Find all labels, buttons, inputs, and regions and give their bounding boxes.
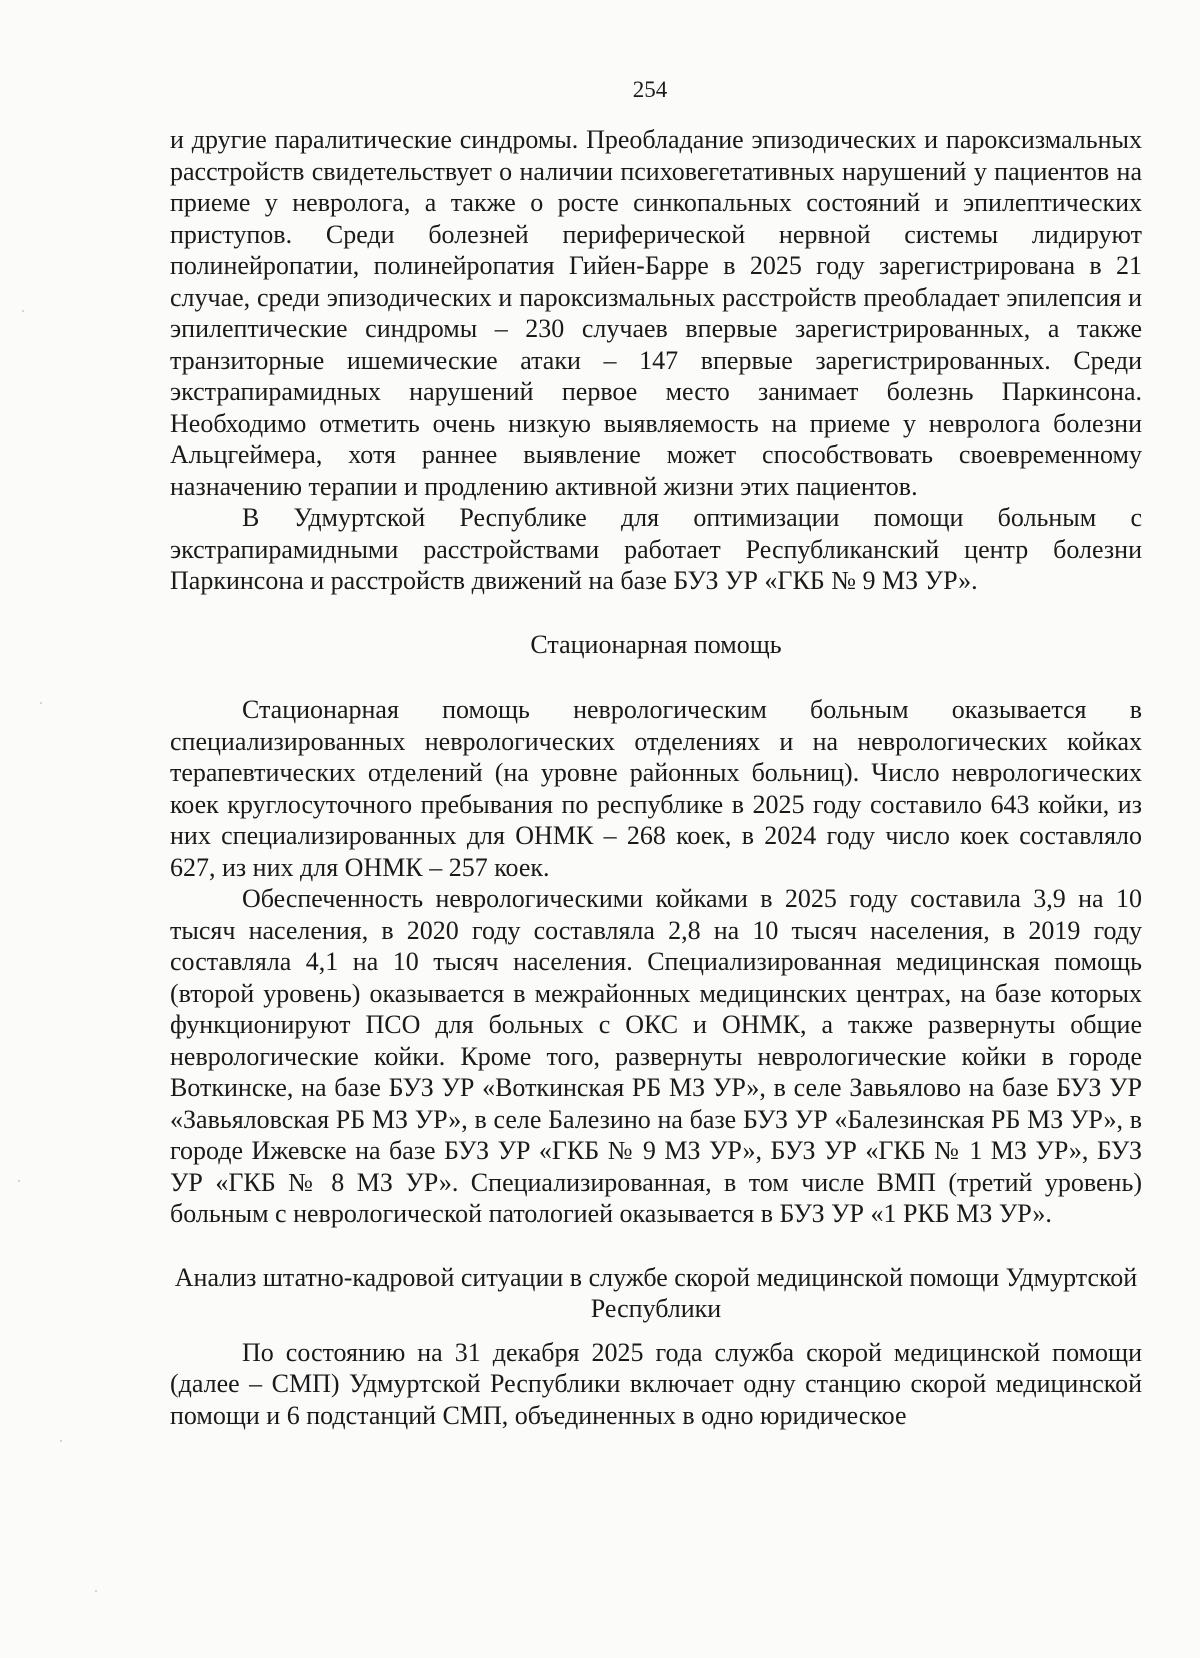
scan-speck: [60, 1440, 62, 1442]
paragraph-neurological-disorders: и другие паралитические синдромы. Преобладание эпизодических и пароксизмальных расстройств свидетельствует о наличии психовегетативных нарушений у пациентов на приеме у невролога, а также о росте синкопальных состояний и эпилептических приступов. Среди болезней периферической нервной системы лидируют полинейропатии, полинейропатия Гийен-Барре в 2025 году зарегистрирована в 21 случае, среди эпизодических и пароксизмальных расстройств преобладает эпилепсия и эпилептические синдромы – 230 случаев впервые зарегистрированных, а также транзиторные ишемические атаки – 147 впервые зарегистрированных. Среди экстрапирамидных нарушений первое место занимает болезнь Паркинсона. Необходимо отметить очень низкую выявляемость на приеме у невролога болезни Альцгеймера, хотя раннее выявление может способствовать своевременному назначению терапии и продлению активной жизни этих пациентов.: [170, 125, 1142, 501]
scan-speck: [40, 702, 42, 704]
paragraph-parkinson-center: В Удмуртской Республике для оптимизации помощи больным с экстрапирамидными расстройствами работает Республиканский центр болезни Паркинсона и расстройств движений на базе БУЗ УР «ГКБ № 9 МЗ УР».: [170, 503, 1142, 595]
paragraph-ambulance-service: По состоянию на 31 декабря 2025 года служба скорой медицинской помощи (далее – СМП) Удмуртской Республики включает одну станцию скорой медицинской помощи и 6 подстанций СМП, объединенных в одно юридическое: [170, 1337, 1142, 1430]
paragraph-inpatient-beds: Стационарная помощь неврологическим больным оказывается в специализированных неврологических отделениях и на неврологических койках терапевтических отделений (на уровне районных больниц). Число неврологических коек круглосуточного пребывания по республике в 2025 году составило 643 койки, из них специализированных для ОНМК – 268 коек, в 2024 году число коек составляло 627, из них для ОНМК – 257 коек.: [170, 695, 1142, 882]
scan-speck: [95, 1590, 97, 1592]
scan-speck: [18, 1180, 20, 1182]
page-number: 254: [632, 77, 668, 102]
paragraph-bed-provision: Обеспеченность неврологическими койками в 2025 году составила 3,9 на 10 тысяч населения, в 2020 году составляла 2,8 на 10 тысяч населения, в 2019 году составляла 4,1 на 10 тысяч населения. Специализированная медицинская помощь (второй уровень) оказывается в межрайонных медицинских центрах, на базе которых функционируют ПСО для больных с ОКС и ОНМК, а также развернуты общие неврологические койки. Кроме того, развернуты неврологические койки в городе Воткинске, на базе БУЗ УР «Воткинская РБ МЗ УР», в селе Завьялово на базе БУЗ УР «Завьяловская РБ МЗ УР», в селе Балезино на базе БУЗ УР «Балезинская РБ МЗ УР», в городе Ижевске на базе БУЗ УР «ГКБ № 9 МЗ УР», БУЗ УР «ГКБ № 1 МЗ УР», БУЗ УР «ГКБ № 8 МЗ УР». Специализированная, в том числе ВМП (третий уровень) больным с неврологической патологией оказывается в БУЗ УР «1 РКБ МЗ УР».: [170, 884, 1142, 1228]
document-body: [170, 124, 1142, 1431]
heading-ambulance-staffing: Анализ штатно-кадровой ситуации в службе скорой медицинской помощи Удмуртской Республики: [174, 1262, 1138, 1323]
scan-speck: [22, 310, 24, 312]
heading-inpatient-care: Стационарная помощь: [530, 629, 782, 659]
